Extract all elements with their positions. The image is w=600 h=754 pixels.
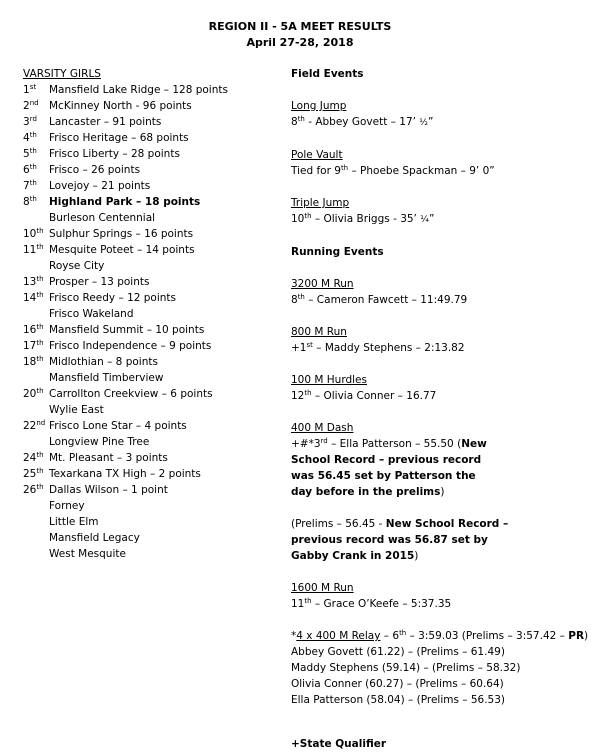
team-name-points: Frisco Independence – 9 points [49,340,212,352]
team-name-points: Frisco – 26 points [49,164,141,176]
team-row [23,258,283,274]
team-place: 20th [23,387,44,400]
team-name-points: Frisco Wakeland [49,308,134,320]
team-place: 7th [23,179,37,192]
team-name-points: Frisco Heritage – 68 points [49,132,189,144]
team-name-points: Carrollton Creekview – 6 points [49,388,213,400]
team-name-points: Frisco Reedy – 12 points [49,292,177,304]
relay-member: Maddy Stephens (59.14) – (Prelims – 58.32) [291,662,521,674]
run-1600-result: 11th – Grace O’Keefe – 5:37.35 [291,597,452,610]
team-row [23,226,283,242]
team-row [23,194,283,210]
team-place: 6th [23,163,37,176]
team-row [23,274,283,290]
team-place: 10th [23,227,44,240]
team-row [23,418,283,434]
team-name-points: West Mesquite [49,548,126,560]
long-jump-result: 8th - Abbey Govett – 17’ ½” [291,115,434,128]
team-name-points: Frisco Lone Star – 4 points [49,420,187,432]
triple-jump-result: 10th – Olivia Briggs - 35’ ¼” [291,212,435,225]
team-place: 5th [23,147,37,160]
team-place: 25th [23,467,44,480]
team-name-points: Prosper – 13 points [49,276,150,288]
team-place: 3rd [23,115,37,128]
team-row [23,370,283,386]
triple-jump-title: Triple Jump [291,197,350,209]
varsity-girls-standings [23,66,283,562]
team-name-points: Midlothian – 8 points [49,356,158,368]
team-row [23,98,283,114]
run-800-result: +1st – Maddy Stephens – 2:13.82 [291,341,465,354]
relay-member: Olivia Conner (60.27) – (Prelims – 60.64) [291,678,504,690]
run-3200-title: 3200 M Run [291,278,354,290]
team-list [23,82,283,562]
team-place: 8th [23,195,37,208]
running-events-heading: Running Events [291,246,384,258]
team-name-points: Frisco Liberty – 28 points [49,148,180,160]
team-name-points: Lovejoy – 21 points [49,180,151,192]
team-row [23,514,283,530]
hurdles-100-title: 100 M Hurdles [291,374,367,386]
run-1600-title: 1600 M Run [291,582,354,594]
team-name-points: Sulphur Springs – 16 points [49,228,194,240]
team-place: 1st [23,83,37,96]
team-row [23,162,283,178]
team-place: 2nd [23,99,39,112]
state-qualifier-note: +State Qualifier [291,738,387,750]
team-name-points: Burleson Centennial [49,212,156,224]
team-name-points: Highland Park – 18 points [49,196,201,208]
team-row [23,354,283,370]
team-name-points: Mansfield Summit – 10 points [49,324,205,336]
team-row [23,210,283,226]
team-row [23,546,283,562]
team-row [23,482,283,498]
pole-vault-result: Tied for 9th – Phoebe Spackman – 9’ 0” [291,164,495,177]
pole-vault-title: Pole Vault [291,149,343,161]
event-results [291,66,591,708]
team-name-points: Mansfield Lake Ridge – 128 points [49,84,228,96]
team-row [23,146,283,162]
team-row [23,306,283,322]
team-name-points: Mesquite Poteet – 14 points [49,244,195,256]
team-place: 17th [23,339,44,352]
hurdles-100-result: 12th – Olivia Conner – 16.77 [291,389,437,402]
team-name-points: Mansfield Legacy [49,532,140,544]
field-events-heading: Field Events [291,68,364,80]
team-name-points: Royse City [49,260,105,272]
meet-date: April 27-28, 2018 [246,36,354,49]
team-place: 13th [23,275,44,288]
team-name-points: Lancaster – 91 points [49,116,162,128]
team-row [23,290,283,306]
team-place: 24th [23,451,44,464]
team-place: 11th [23,243,44,256]
document-title: REGION II - 5A MEET RESULTS [208,20,392,33]
team-row [23,338,283,354]
team-row [23,242,283,258]
team-name-points: Little Elm [49,516,99,528]
team-row [23,322,283,338]
team-name-points: Mt. Pleasant – 3 points [49,452,168,464]
team-row [23,498,283,514]
team-place: 22nd [23,419,46,432]
team-row [23,82,283,98]
team-row [23,130,283,146]
team-row [23,386,283,402]
team-row [23,466,283,482]
team-name-points: McKinney North - 96 points [49,100,192,112]
dash-400-title: 400 M Dash [291,422,354,434]
relay-member: Ella Patterson (58.04) – (Prelims – 56.53) [291,694,506,706]
varsity-girls-heading: VARSITY GIRLS [23,68,101,80]
team-place: 16th [23,323,44,336]
team-place: 4th [23,131,37,144]
team-place: 14th [23,291,44,304]
relay-4x400-result: *4 x 400 M Relay – 6th – 3:59.03 (Prelims – 3:57.42 – PR) [291,629,589,642]
team-place: 18th [23,355,44,368]
team-name-points: Mansfield Timberview [49,372,164,384]
team-name-points: Forney [49,500,85,512]
team-name-points: Texarkana TX High – 2 points [49,468,201,480]
long-jump-title: Long Jump [291,100,347,112]
team-row [23,402,283,418]
team-row [23,530,283,546]
dash-400-prelims: (Prelims – 56.45 - New School Record – previous record was 56.87 set by Gabby Crank in 2015) [291,518,509,562]
dash-400-result: +#*3rd – Ella Patterson – 55.50 (New School Record – previous record was 56.45 set by Patterson the day before in the prelims) [291,437,487,498]
team-name-points: Dallas Wilson – 1 point [49,484,168,496]
run-3200-result: 8th – Cameron Fawcett – 11:49.79 [291,293,468,306]
team-row [23,178,283,194]
team-place: 26th [23,483,44,496]
relay-member: Abbey Govett (61.22) – (Prelims – 61.49) [291,646,505,658]
team-row [23,434,283,450]
team-row [23,450,283,466]
team-row [23,114,283,130]
run-800-title: 800 M Run [291,326,347,338]
team-name-points: Longview Pine Tree [49,436,150,448]
team-name-points: Wylie East [49,404,104,416]
